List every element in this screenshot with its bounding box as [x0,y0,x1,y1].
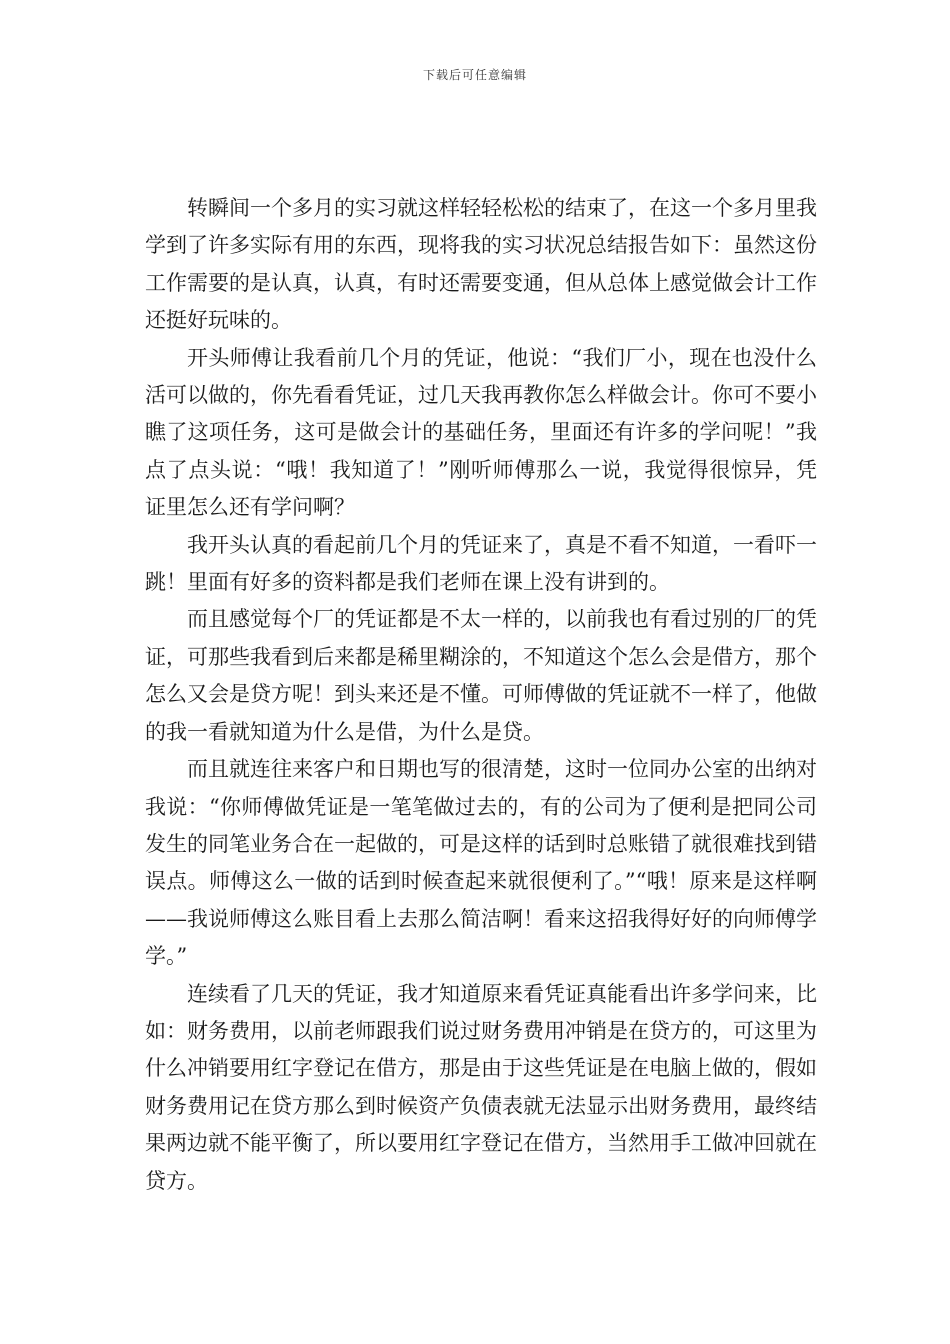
paragraph: 开头师傅让我看前几个月的凭证，他说：“我们厂小，现在也没什么活可以做的，你先看看凭证，过几天我再教你怎么样做会计。你可不要小瞧了这项任务，这可是做会计的基础任务，里面还有许多的学问呢！”我点了点头说：“哦！我知道了！”刚听师傅那么一说，我觉得很惊异，凭证里怎么还有学问啊？ [145,345,817,520]
paragraph: 而且就连往来客户和日期也写的很清楚，这时一位同办公室的出纳对我说：“你师傅做凭证是一笔笔做过去的，有的公司为了便利是把同公司发生的同笔业务合在一起做的，可是这样的话到时总账错了就很难找到错误点。师傅这么一做的话到时候查起来就很便利了。”“哦！原来是这样啊——我说师傅这么账目看上去那么简洁啊！看来这招我得好好的向师傅学学。” [145,757,817,969]
paragraph: 连续看了几天的凭证，我才知道原来看凭证真能看出许多学问来，比如：财务费用，以前老师跟我们说过财务费用冲销是在贷方的，可这里为什么冲销要用红字登记在借方，那是由于这些凭证是在电脑上做的，假如财务费用记在贷方那么到时候资产负债表就无法显示出财务费用，最终结果两边就不能平衡了，所以要用红字登记在借方，当然用手工做冲回就在贷方。 [145,981,817,1193]
header-note: 下载后可任意编辑 [422,68,527,82]
paragraph: 我开头认真的看起前几个月的凭证来了，真是不看不知道，一看吓一跳！里面有好多的资料都是我们老师在课上没有讲到的。 [145,532,817,595]
paragraph: 转瞬间一个多月的实习就这样轻轻松松的结束了，在这一个多月里我学到了许多实际有用的东西，现将我的实习状况总结报告如下：虽然这份工作需要的是认真，认真，有时还需要变通，但从总体上感觉做会计工作还挺好玩味的。 [145,196,817,333]
paragraph: 而且感觉每个厂的凭证都是不太一样的，以前我也有看过别的厂的凭证，可那些我看到后来都是稀里糊涂的，不知道这个怎么会是借方，那个怎么又会是贷方呢！到头来还是不懂。可师傅做的凭证就不一样了，他做的我一看就知道为什么是借，为什么是贷。 [145,607,817,744]
document-body [145,190,817,1200]
